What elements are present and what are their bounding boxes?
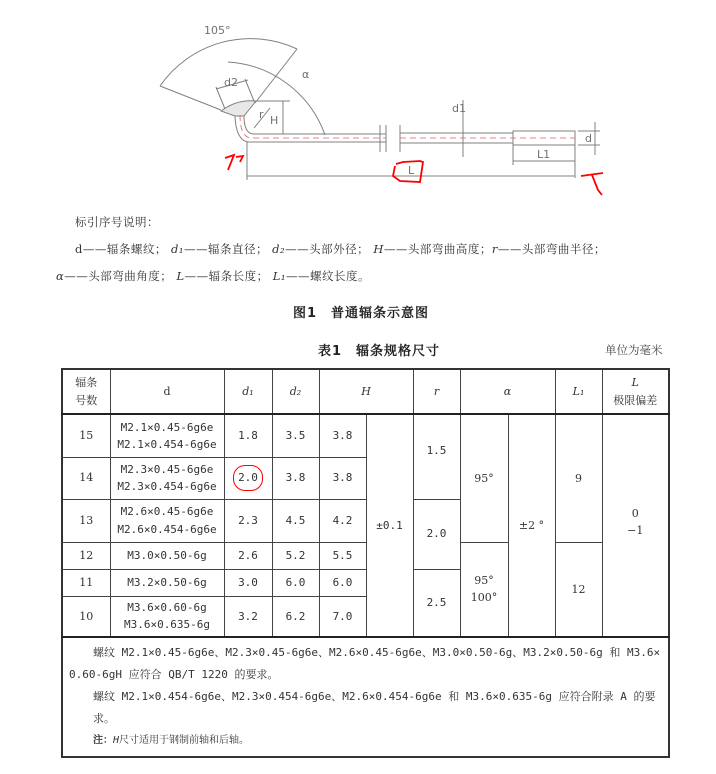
cell-d2: 6.0: [272, 569, 319, 596]
table-notes-row: [62, 637, 669, 757]
cell-H: 7.0: [319, 596, 366, 637]
cell-d: M3.6×0.60-6g M3.6×0.635-6g: [110, 596, 224, 637]
cell-d: M2.1×0.45-6g6e M2.1×0.454-6g6e: [110, 414, 224, 457]
cell-d2: 5.2: [272, 542, 319, 569]
cell-L1: 12: [555, 542, 602, 637]
label-d1: d1: [452, 102, 466, 115]
cell-d2: 3.8: [272, 457, 319, 499]
cell-H: 4.2: [319, 499, 366, 542]
cell-d1: 2.6: [224, 542, 272, 569]
cell-d: M2.3×0.45-6g6e M2.3×0.454-6g6e: [110, 457, 224, 499]
cell-H: 3.8: [319, 457, 366, 499]
cell-d: M3.0×0.50-6g: [110, 542, 224, 569]
cell-d1: 3.2: [224, 596, 272, 637]
cell-alpha: 95°: [460, 414, 508, 542]
legend-title: 标引序号说明：: [75, 215, 159, 229]
cell-d1: 3.0: [224, 569, 272, 596]
cell-alpha-tol: ±2 °: [508, 414, 555, 637]
cell-r: 2.0: [413, 499, 460, 569]
th-alpha: α: [460, 369, 555, 414]
cell-no: 12: [62, 542, 110, 569]
th-d2: d₂: [272, 369, 319, 414]
cell-d: M3.2×0.50-6g: [110, 569, 224, 596]
cell-no: 14: [62, 457, 110, 499]
label-d: d: [585, 132, 592, 145]
cell-H: 5.5: [319, 542, 366, 569]
cell-r: 1.5: [413, 414, 460, 499]
table-header-row: [62, 369, 669, 414]
cell-H: 6.0: [319, 569, 366, 596]
cell-r: 2.5: [413, 569, 460, 637]
figure-caption: 图1 普通辐条示意图: [293, 306, 430, 321]
note-line-3: 注：H尺寸适用于钢制前轴和后轴。: [93, 735, 250, 746]
cell-d1: [224, 457, 272, 499]
note-line-1-cont: 0.60-6gH 应符合 QB/T 1220 的要求。: [69, 668, 279, 681]
spoke-diagram: [0, 0, 716, 205]
th-no: 辐条号数: [62, 369, 110, 414]
label-d2: d2: [224, 76, 238, 89]
cell-d2: 6.2: [272, 596, 319, 637]
cell-alpha: 95° 100°: [460, 542, 508, 637]
cell-no: 15: [62, 414, 110, 457]
cell-d: M2.6×0.45-6g6e M2.6×0.454-6g6e: [110, 499, 224, 542]
cell-L1: 9: [555, 414, 602, 542]
th-r: r: [413, 369, 460, 414]
cell-H-tol: ±0.1: [366, 414, 413, 637]
cell-no: 13: [62, 499, 110, 542]
note-line-2: 螺纹 M2.1×0.454-6g6e、M2.3×0.454-6g6e、M2.6×0.454-6g6e 和 M3.6×0.635-6g 应符合附录 A 的要求。: [93, 690, 656, 725]
legend-line-2: α——头部弯曲角度； L——辐条长度； L₁——螺纹长度。: [56, 269, 370, 283]
th-d: d: [110, 369, 224, 414]
cell-d1: 2.3: [224, 499, 272, 542]
table-row: [62, 414, 669, 457]
th-L1: L₁: [555, 369, 602, 414]
spoke-spec-table: [61, 368, 670, 758]
label-105: 105°: [204, 24, 231, 37]
cell-d2: 4.5: [272, 499, 319, 542]
th-H: H: [319, 369, 413, 414]
cell-no: 10: [62, 596, 110, 637]
cell-no: 11: [62, 569, 110, 596]
cell-d2: 3.5: [272, 414, 319, 457]
spoke-head: [221, 101, 256, 116]
label-L: L: [408, 164, 415, 177]
label-alpha: α: [302, 68, 310, 81]
unit-note: 单位为毫米: [605, 343, 663, 357]
legend-line-1: d——辐条螺纹； d₁——辐条直径； d₂——头部外径； H——头部弯曲高度；r——头部弯曲半径；: [75, 242, 606, 256]
cell-L-tol: 0 −1: [602, 414, 669, 637]
table-row: [62, 542, 669, 569]
label-L1: L1: [537, 148, 551, 161]
label-r: r: [259, 108, 264, 121]
label-H: H: [270, 114, 279, 127]
table-notes: [62, 637, 669, 757]
red-circle-annotation: 2.0: [233, 465, 263, 490]
center-line: [240, 115, 575, 138]
th-L-tol: L 极限偏差: [602, 369, 669, 414]
th-d1: d₁: [224, 369, 272, 414]
cell-d1: 1.8: [224, 414, 272, 457]
note-line-1: 螺纹 M2.1×0.45-6g6e、M2.3×0.45-6g6e、M2.6×0.45-6g6e、M3.0×0.50-6g、M3.2×0.50-6g 和 M3.6×: [93, 646, 661, 659]
cell-H: 3.8: [319, 414, 366, 457]
table-caption: 表1 辐条规格尺寸: [318, 344, 441, 359]
